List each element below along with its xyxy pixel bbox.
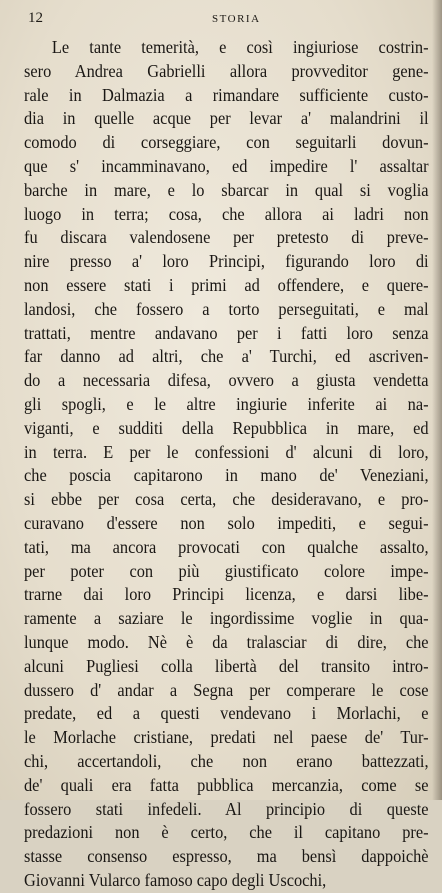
text-line: que s' incamminavano, ed impedire l' assaltar <box>24 155 429 176</box>
text-line: stasse consenso espresso, ma bensì dappoichè <box>24 846 429 867</box>
text-line: Le tante temerità, e così ingiuriose costrin- <box>51 37 429 57</box>
text-line: in terra. E per le confessioni d' alcuni di loro, <box>24 441 429 462</box>
text-line: dia in quelle acque per levar a' malandrini il <box>24 108 429 129</box>
text-line: trattati, mentre andavano per i fatti loro senza <box>24 322 429 343</box>
text-line: che poscia capitarono in mano de' Veneziani, <box>24 465 429 486</box>
text-line: alcuni Pugliesi colla libertà del transito intro- <box>24 655 429 676</box>
text-line: curavano d'essere non solo impediti, e segui- <box>24 512 429 533</box>
text-line: per poter con più giustificato colore impe- <box>24 560 429 581</box>
text-line: predate, ed a questi vendevano i Morlachi, e <box>24 703 429 724</box>
text-line: barche in mare, e lo sbarcar in qual si voglia <box>24 179 429 200</box>
text-line: landosi, che fossero a torto perseguitati, e mal <box>24 298 429 319</box>
text-line: fossero stati infedeli. Al principio di queste <box>24 798 429 819</box>
text-line: si ebbe per cosa certa, che desideravano, e pro- <box>24 489 429 510</box>
text-line: Giovanni Vularco famoso capo degli Uscochi, <box>24 869 327 890</box>
text-line: nire presso a' loro Principi, figurando loro di <box>24 251 429 272</box>
text-line: le Morlache cristiane, predati nel paese de' Tur- <box>24 727 429 748</box>
text-line: trarne dai loro Principi licenza, e darsi libe- <box>24 584 429 605</box>
page-gutter-shadow <box>432 0 442 800</box>
text-line: gli spogli, e le altre ingiurie inferite ai na- <box>24 393 429 414</box>
text-line: tati, ma ancora provocati con qualche assalto, <box>24 536 429 557</box>
text-line: lunque modo. Nè è da tralasciar di dire, che <box>24 631 429 652</box>
body-text <box>24 36 429 893</box>
page-header <box>28 10 426 32</box>
text-line: ramente a saziare le ingordissime voglie in qua- <box>24 608 429 629</box>
text-line: fu discara valendosene per pretesto di preve- <box>24 227 429 248</box>
running-head: STORIA <box>212 13 261 25</box>
text-line: luogo in terra; cosa, che allora ai ladri non <box>24 203 429 224</box>
page-number: 12 <box>28 10 43 26</box>
text-line: do a necessaria difesa, ovvero a giusta vendetta <box>24 370 429 391</box>
text-line: comodo di corseggiare, con seguitarli dovun- <box>24 132 429 153</box>
text-line: predazioni non è certo, che il capitano pre- <box>24 822 429 843</box>
text-line: de' quali era fatta pubblica mercanzia, come se <box>24 774 429 795</box>
text-line: dussero d' andar a Segna per comperare le cose <box>24 679 429 700</box>
text-line: non essere stati i primi ad offendere, e quere- <box>24 274 429 295</box>
text-line: far danno ad altri, che a' Turchi, ed ascriven- <box>24 346 429 367</box>
text-line: chi, accertandoli, che non erano battezzati, <box>24 750 429 771</box>
text-line: viganti, e sudditi della Repubblica in mare, ed <box>24 417 429 438</box>
text-line: rale in Dalmazia a rimandare sufficiente custo- <box>24 84 429 105</box>
text-line: sero Andrea Gabrielli allora provveditor gene- <box>24 60 429 81</box>
